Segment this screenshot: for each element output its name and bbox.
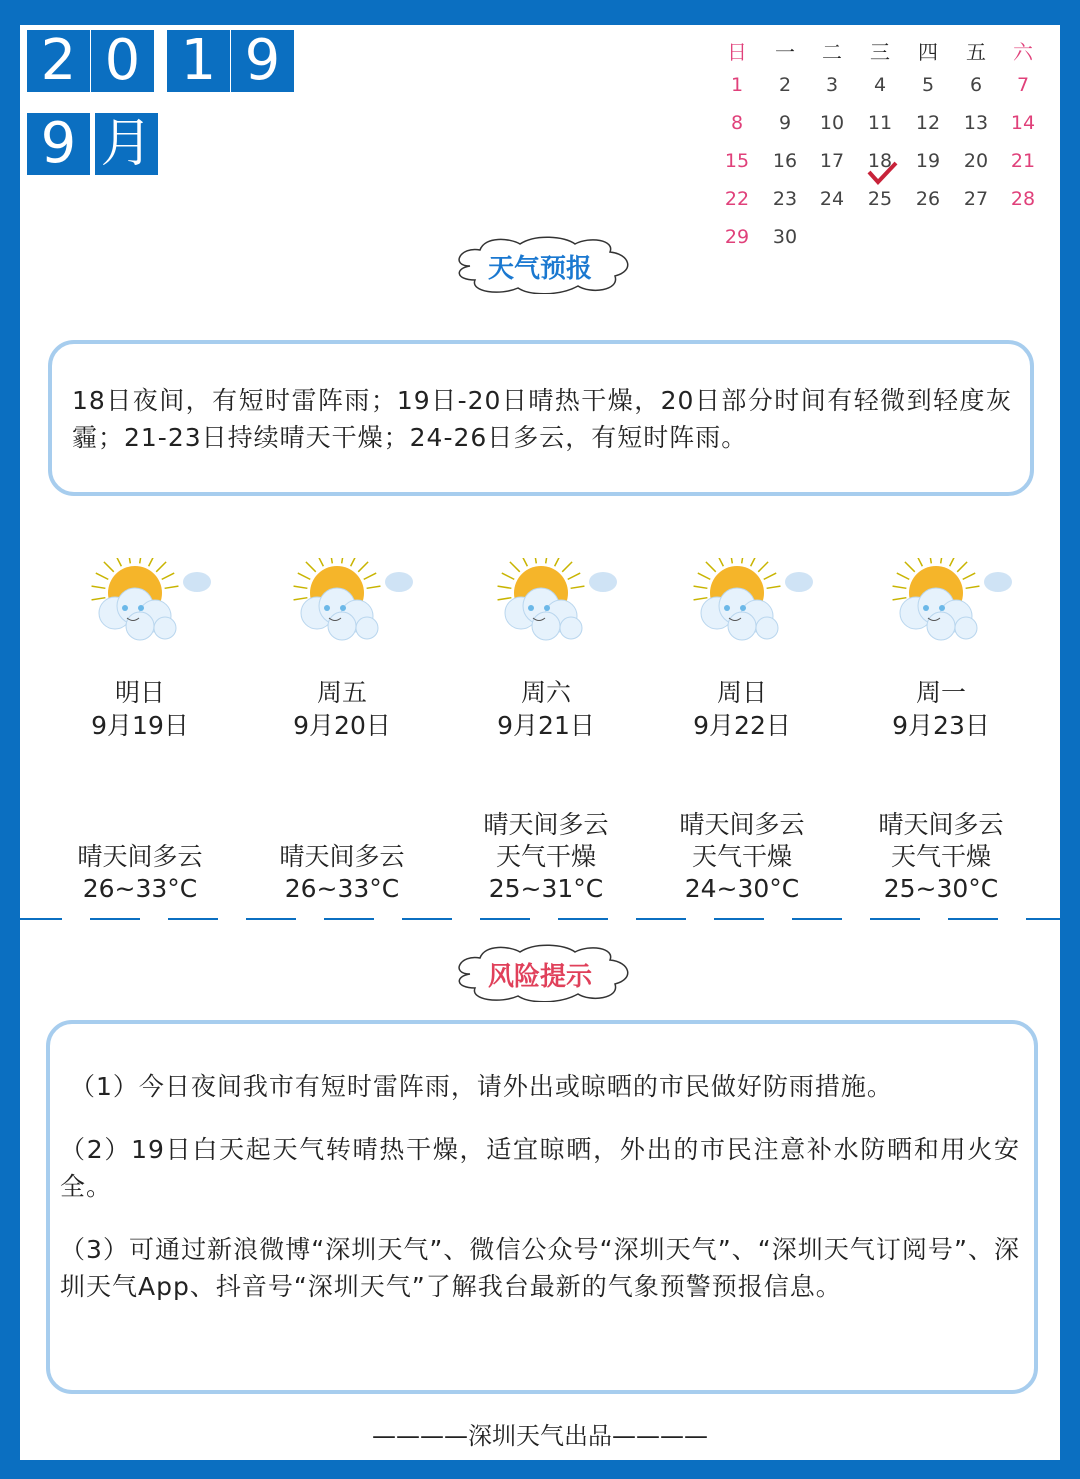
calendar-day: 28 — [1010, 188, 1036, 210]
section-title: 风险提示 — [487, 962, 592, 992]
calendar-day: 5 — [921, 74, 935, 96]
weather-desc: 晴天间多云 — [679, 810, 805, 839]
calendar-day: 10 — [819, 112, 845, 134]
forecast-title-cloud — [450, 236, 630, 294]
month-char: 月 — [95, 113, 158, 175]
temperature: 24~30°C — [684, 874, 800, 903]
calendar-weekday: 三 — [870, 40, 890, 64]
calendar-day: 1 — [730, 74, 744, 96]
calendar-day: 21 — [1010, 150, 1036, 172]
calendar-day: 3 — [825, 74, 839, 96]
risk-item: （1）今日夜间我市有短时雷阵雨，请外出或晾晒的市民做好防雨措施。 — [70, 1072, 893, 1101]
temperature: 25~30°C — [883, 874, 999, 903]
calendar-weekday: 一 — [775, 40, 795, 64]
calendar-day: 17 — [819, 150, 845, 172]
divider-dash — [870, 918, 920, 920]
calendar-day: 15 — [724, 150, 750, 172]
forecast-day — [647, 676, 837, 742]
day-name: 明日 — [114, 678, 165, 707]
divider-dash — [12, 918, 62, 920]
divider-dash — [714, 918, 764, 920]
year-digit: 2 — [27, 30, 90, 92]
month-digit: 9 — [27, 113, 90, 175]
temperature: 26~33°C — [82, 874, 198, 903]
divider-dash — [168, 918, 218, 920]
day-date: 9月23日 — [892, 711, 990, 740]
divider-dash — [90, 918, 140, 920]
calendar-day: 30 — [772, 226, 798, 248]
calendar-day: 7 — [1016, 74, 1030, 96]
day-date: 9月22日 — [693, 711, 791, 740]
calendar-day: 25 — [867, 188, 893, 210]
sun-behind-cloud-icon — [886, 558, 1016, 648]
calendar-day: 14 — [1010, 112, 1036, 134]
calendar-day: 9 — [778, 112, 792, 134]
sun-behind-cloud-icon — [491, 558, 621, 648]
calendar-weekday: 五 — [966, 40, 986, 64]
calendar-day: 20 — [963, 150, 989, 172]
sun-behind-cloud-icon — [687, 558, 817, 648]
divider-dash — [792, 918, 842, 920]
day-date: 9月20日 — [293, 711, 391, 740]
divider-dash — [246, 918, 296, 920]
temperature: 25~31°C — [488, 874, 604, 903]
calendar-day: 18 — [867, 150, 893, 172]
day-name: 周一 — [915, 678, 966, 707]
sun-behind-cloud-icon — [287, 558, 417, 648]
calendar-day: 11 — [867, 112, 893, 134]
divider-dash — [1026, 918, 1076, 920]
risk-title-cloud — [450, 944, 630, 1002]
year-digit: 1 — [167, 30, 230, 92]
weather-desc: 晴天间多云 — [77, 842, 203, 871]
risk-item: （3）可通过新浪微博“深圳天气”、微信公众号“深圳天气”、“深圳天气订阅号”、深圳天气App、抖音号“深圳天气”了解我台最新的气象预警预报信息。 — [60, 1235, 1020, 1301]
divider-dash — [948, 918, 998, 920]
forecast-day — [247, 676, 437, 742]
forecast-weather — [451, 809, 641, 905]
forecast-day — [451, 676, 641, 742]
weather-desc: 晴天间多云 — [878, 810, 1004, 839]
day-name: 周六 — [520, 678, 571, 707]
calendar-day: 29 — [724, 226, 750, 248]
weather-desc: 天气干燥 — [890, 842, 991, 871]
calendar-day: 8 — [730, 112, 744, 134]
weather-desc: 天气干燥 — [691, 842, 792, 871]
calendar-day: 2 — [778, 74, 792, 96]
calendar-day: 6 — [969, 74, 983, 96]
year-digit: 9 — [231, 30, 294, 92]
calendar-day: 12 — [915, 112, 941, 134]
risk-panel — [46, 1020, 1038, 1394]
calendar-weekday: 二 — [822, 40, 842, 64]
divider-dash — [636, 918, 686, 920]
forecast-weather — [647, 809, 837, 905]
forecast-weather — [846, 809, 1036, 905]
forecast-summary-panel — [48, 340, 1034, 496]
calendar-day: 27 — [963, 188, 989, 210]
calendar-weekday: 日 — [727, 40, 747, 64]
forecast-day — [846, 676, 1036, 742]
forecast-day — [45, 676, 235, 742]
calendar-day: 23 — [772, 188, 798, 210]
calendar-day: 24 — [819, 188, 845, 210]
calendar-day: 26 — [915, 188, 941, 210]
day-date: 9月19日 — [91, 711, 189, 740]
forecast-weather — [247, 841, 437, 905]
checkmark-icon — [866, 160, 898, 190]
sun-behind-cloud-icon — [85, 558, 215, 648]
day-name: 周日 — [716, 678, 767, 707]
weather-desc: 晴天间多云 — [483, 810, 609, 839]
temperature: 26~33°C — [284, 874, 400, 903]
weather-desc: 天气干燥 — [495, 842, 596, 871]
calendar-weekday: 六 — [1013, 40, 1033, 64]
section-title: 天气预报 — [487, 254, 592, 284]
risk-item: （2）19日白天起天气转晴热干燥，适宜晾晒，外出的市民注意补水防晒和用火安全。 — [60, 1135, 1020, 1201]
day-name: 周五 — [316, 678, 367, 707]
divider-dash — [558, 918, 608, 920]
divider-dash — [324, 918, 374, 920]
calendar-day: 22 — [724, 188, 750, 210]
year-digit: 0 — [91, 30, 154, 92]
divider-dash — [480, 918, 530, 920]
calendar-weekday: 四 — [918, 40, 938, 64]
calendar-day: 13 — [963, 112, 989, 134]
footer-credit: ————深圳天气出品———— — [372, 1422, 708, 1450]
calendar-day: 4 — [873, 74, 887, 96]
day-date: 9月21日 — [497, 711, 595, 740]
weather-desc: 晴天间多云 — [279, 842, 405, 871]
forecast-weather — [45, 841, 235, 905]
calendar-day: 16 — [772, 150, 798, 172]
forecast-summary: 18日夜间，有短时雷阵雨；19日-20日晴热干燥，20日部分时间有轻微到轻度灰霾；21-23日持续晴天干燥；24-26日多云，有短时阵雨。 — [72, 386, 1012, 452]
calendar-day: 19 — [915, 150, 941, 172]
divider-dash — [402, 918, 452, 920]
